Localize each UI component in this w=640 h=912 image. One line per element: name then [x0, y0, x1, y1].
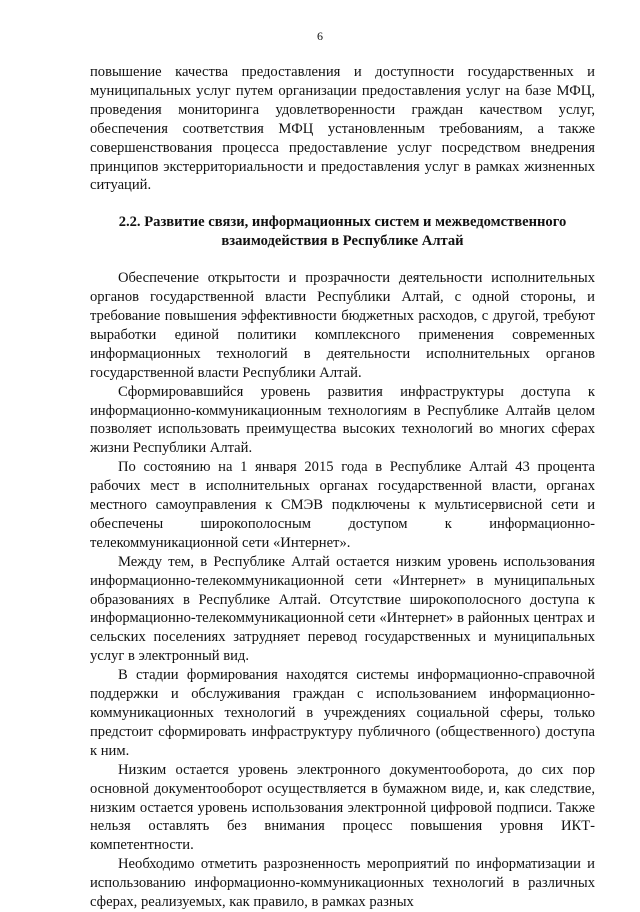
section-paragraph-5: В стадии формирования находятся системы информационно-справочной поддержки и обслуживания граждан с использованием информационно-коммуникационных технологий в учреждениях социальной сферы, только предстоит сформировать инфраструктуру публичного (общественного) доступа к ним.: [90, 667, 595, 759]
document-body: [90, 63, 595, 912]
section-paragraph-6: Низким остается уровень электронного документооборота, до сих пор основной документооборот осуществляется в бумажном виде, и, как следствие, низким остается уровень использования электронной цифровой подписи. Также нельзя оставлять без внимания процесс повышения уровня ИКТ-компетентности.: [90, 761, 595, 854]
intro-paragraph: повышение качества предоставления и доступности государственных и муниципальных услуг путем организации предоставления услуг на базе МФЦ, проведения мониторинга удовлетворенности граждан качеством услуг, обеспечения соответствия МФЦ установленным требованиям, а также совершенствования процесса предоставление услуг посредством внедрения принципов экстерриториальности и предоставления услуг в рамках жизненных ситуаций.: [90, 64, 595, 194]
page-number: 6: [317, 29, 323, 43]
section-paragraph-3: По состоянию на 1 января 2015 года в Республике Алтай 43 процента рабочих мест в исполнительных органах государственной власти, органах местного самоуправления к СМЭВ подключены к мультисервисной сети и обеспечены широкополосным доступом к информационно-телекоммуникационной сети «Интернет».: [90, 459, 595, 551]
section-paragraph-4: Между тем, в Республике Алтай остается низким уровень использования информационно-телекоммуникационной сети «Интернет» в муниципальных образованиях в Республике Алтай. Отсутствие широкополосного доступа к информационно-телекоммуникационной сети «Интернет» в районных центрах и сельских поселениях затрудняет перевод государственных и муниципальных услуг в электронный вид.: [90, 553, 595, 665]
section-title: 2.2. Развитие связи, информационных систем и межведомственного взаимодействия в Республике Алтай: [118, 214, 567, 250]
section-paragraph-2: Сформировавшийся уровень развития инфраструктуры доступа к информационно-коммуникационным технологиям в Республике Алтайв целом позволяет использовать преимущества высоких технологий во многих сферах жизни Республики Алтай.: [90, 383, 595, 457]
section-paragraph-7: Необходимо отметить разрозненность мероприятий по информатизации и использованию информационно-коммуникационных технологий в различных сферах, реализуемых, как правило, в рамках разных: [90, 856, 595, 911]
section-paragraph-1: Обеспечение открытости и прозрачности деятельности исполнительных органов государственной власти Республики Алтай, с одной стороны, и требование повышения эффективности бюджетных расходов, с другой, требуют выработки единой политики комплексного применения современных информационных технологий в деятельности исполнительных органов государственной власти Республики Алтай.: [90, 270, 595, 381]
